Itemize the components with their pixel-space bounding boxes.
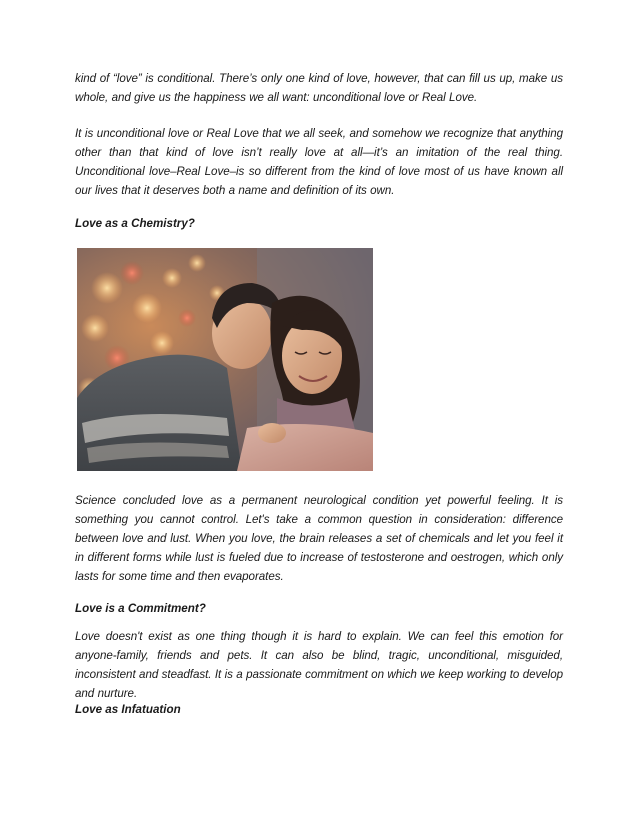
heading-love-as-chemistry: Love as a Chemistry? bbox=[75, 217, 195, 230]
paragraph-real-love: It is unconditional love or Real Love that we all seek, and somehow we recognize that anything other than that kind of love isn’t really love at all—it’s an imitation of the real thing. Unconditional love–Real Love–is so different from the kind of love most of us have known all our lives that it deserves both a name and definition of its own. bbox=[75, 127, 563, 197]
paragraph-intro: kind of “love” is conditional. There’s only one kind of love, however, that can fill us up, make us whole, and give us the happiness we all want: unconditional love or Real Love. bbox=[75, 72, 563, 104]
heading-love-as-infatuation: Love as Infatuation bbox=[75, 703, 181, 716]
paragraph-chemistry: Science concluded love as a permanent neurological condition yet powerful feeling. It is something you cannot control. Let's take a common question in consideration: difference between love and lust. When you love, the brain releases a set of chemicals and let you feel it in different forms while lust is fueled due to increase of testosterone and oestrogen, which only lasts for some time and then evaporates. bbox=[75, 494, 563, 583]
couple-embracing-photo bbox=[77, 248, 373, 471]
heading-love-is-commitment: Love is a Commitment? bbox=[75, 602, 206, 615]
paragraph-commitment: Love doesn't exist as one thing though it is hard to explain. We can feel this emotion for anyone-family, friends and pets. It can also be blind, tragic, unconditional, misguided, inconsistent and steadfast. It is a passionate commitment on which we keep working to develop and nurture. bbox=[75, 630, 563, 700]
